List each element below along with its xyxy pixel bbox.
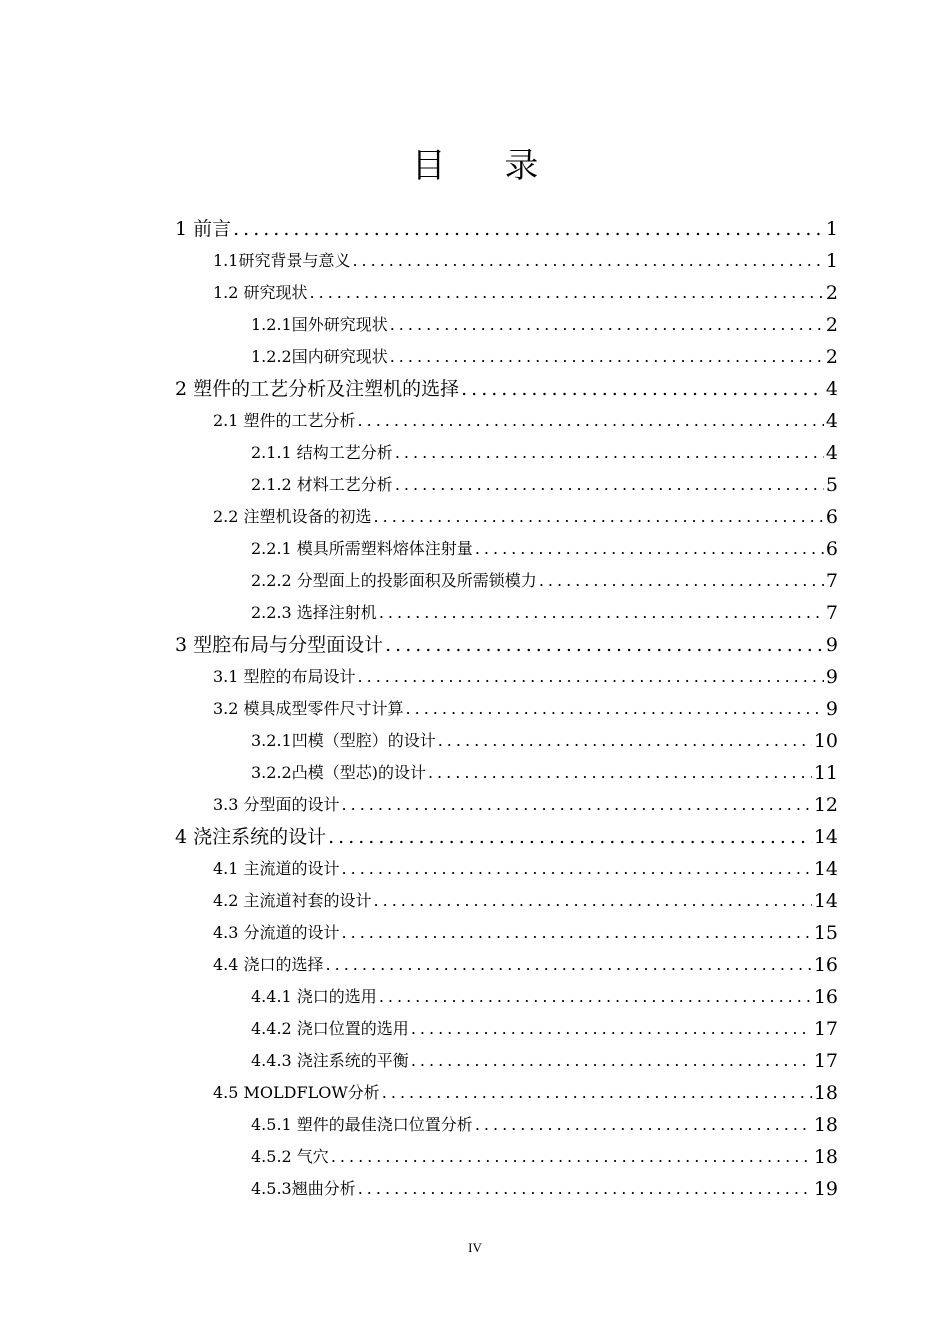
toc-entry-level-3[interactable] — [251, 982, 838, 1012]
toc-leader-dots — [475, 534, 824, 564]
toc-leader-dots — [342, 790, 812, 820]
toc-leader-dots — [358, 406, 824, 436]
toc-entry-level-2[interactable] — [213, 950, 838, 980]
toc-entry-label: 1 前言 — [175, 218, 232, 240]
toc-entry-level-3[interactable] — [251, 1014, 838, 1044]
toc-leader-dots — [475, 1110, 812, 1140]
toc-leader-dots — [395, 470, 824, 500]
toc-entry-level-2[interactable] — [213, 790, 838, 820]
toc-entry-label: 3.1 型腔的布局设计 — [213, 667, 356, 686]
toc-entry-level-2[interactable] — [213, 854, 838, 884]
toc-leader-dots — [342, 918, 812, 948]
toc-entry-page-number: 5 — [825, 474, 838, 496]
toc-entry-level-3[interactable] — [251, 342, 838, 372]
toc-entry-level-3[interactable] — [251, 1046, 838, 1076]
toc-entry-label: 2.2.2 分型面上的投影面积及所需锁模力 — [251, 571, 537, 590]
toc-entry-label: 4.4.2 浇口位置的选用 — [251, 1019, 409, 1038]
toc-entry-page-number: 7 — [825, 602, 838, 624]
toc-leader-dots — [310, 278, 824, 308]
toc-entry-level-1[interactable] — [175, 214, 838, 244]
toc-entry-label: 1.2.2国内研究现状 — [251, 347, 388, 366]
toc-entry-level-3[interactable] — [251, 310, 838, 340]
toc-entry-level-3[interactable] — [251, 726, 838, 756]
toc-leader-dots — [428, 758, 812, 788]
toc-entry-label: 4.5.1 塑件的最佳浇口位置分析 — [251, 1115, 473, 1134]
toc-leader-dots — [358, 662, 824, 692]
toc-entry-label: 3 型腔布局与分型面设计 — [175, 634, 384, 656]
toc-entry-page-number: 19 — [813, 1178, 838, 1200]
toc-entry-label: 4.1 主流道的设计 — [213, 859, 340, 878]
toc-entry-page-number: 18 — [813, 1082, 838, 1104]
toc-entry-level-2[interactable] — [213, 918, 838, 948]
toc-entry-page-number: 4 — [825, 378, 838, 400]
toc-entry-page-number: 9 — [825, 698, 838, 720]
toc-leader-dots — [352, 246, 823, 276]
toc-entry-level-2[interactable] — [213, 406, 838, 436]
toc-leader-dots — [379, 982, 812, 1012]
toc-entry-label: 3.2 模具成型零件尺寸计算 — [213, 699, 404, 718]
toc-entry-label: 1.2 研究现状 — [213, 283, 308, 302]
page-title: 目 录 — [411, 146, 563, 186]
toc-entry-page-number: 1 — [825, 218, 838, 240]
toc-leader-dots — [374, 502, 824, 532]
toc-entry-page-number: 4 — [825, 410, 838, 432]
toc-entry-level-3[interactable] — [251, 1110, 838, 1140]
toc-entry-level-3[interactable] — [251, 470, 838, 500]
toc-entry-label: 4.5.2 气穴 — [251, 1147, 329, 1166]
toc-leader-dots — [411, 1046, 812, 1076]
toc-entry-level-2[interactable] — [213, 1078, 838, 1108]
toc-entry-page-number: 17 — [813, 1050, 838, 1072]
toc-entry-page-number: 18 — [813, 1146, 838, 1168]
toc-entry-level-2[interactable] — [213, 246, 838, 276]
toc-entry-label: 2.1.1 结构工艺分析 — [251, 443, 393, 462]
toc-leader-dots — [385, 630, 824, 660]
toc-entry-level-3[interactable] — [251, 1174, 838, 1204]
toc-entry-level-3[interactable] — [251, 758, 838, 788]
toc-entry-page-number: 4 — [825, 442, 838, 464]
toc-entry-label: 4.3 分流道的设计 — [213, 923, 340, 942]
toc-entry-level-1[interactable] — [175, 630, 838, 660]
toc-entry-level-2[interactable] — [213, 662, 838, 692]
toc-leader-dots — [358, 1174, 812, 1204]
toc-entry-label: 2.2.3 选择注射机 — [251, 603, 377, 622]
toc-entry-label: 3.3 分型面的设计 — [213, 795, 340, 814]
toc-entry-page-number: 2 — [825, 346, 838, 368]
toc-entry-label: 4.5 MOLDFLOW分析 — [213, 1083, 380, 1102]
toc-leader-dots — [379, 598, 824, 628]
toc-entry-page-number: 9 — [825, 666, 838, 688]
toc-entry-label: 4.4.1 浇口的选用 — [251, 987, 377, 1006]
toc-leader-dots — [406, 694, 824, 724]
toc-leader-dots — [382, 1078, 812, 1108]
toc-entry-page-number: 1 — [825, 250, 838, 272]
toc-entry-label: 3.2.2凸模（型芯)的设计 — [251, 763, 426, 782]
toc-entry-level-2[interactable] — [213, 886, 838, 916]
toc-entry-page-number: 2 — [825, 282, 838, 304]
toc-leader-dots — [374, 886, 812, 916]
toc-entry-level-2[interactable] — [213, 694, 838, 724]
toc-entry-page-number: 6 — [825, 538, 838, 560]
toc-leader-dots — [328, 822, 812, 852]
toc-entry-page-number: 18 — [813, 1114, 838, 1136]
toc-entry-label: 2.2 注塑机设备的初选 — [213, 507, 372, 526]
toc-leader-dots — [438, 726, 812, 756]
toc-leader-dots — [342, 854, 812, 884]
toc-entry-page-number: 2 — [825, 314, 838, 336]
toc-entry-level-2[interactable] — [213, 278, 838, 308]
toc-leader-dots — [395, 438, 824, 468]
toc-leader-dots — [390, 342, 824, 372]
toc-entry-label: 4.4.3 浇注系统的平衡 — [251, 1051, 409, 1070]
toc-leader-dots — [390, 310, 824, 340]
toc-entry-page-number: 9 — [825, 634, 838, 656]
toc-entry-label: 4.5.3翘曲分析 — [251, 1179, 356, 1198]
toc-leader-dots — [326, 950, 812, 980]
toc-entry-level-3[interactable] — [251, 598, 838, 628]
toc-entry-label: 4.2 主流道衬套的设计 — [213, 891, 372, 910]
toc-entry-level-3[interactable] — [251, 1142, 838, 1172]
toc-entry-page-number: 6 — [825, 506, 838, 528]
toc-entry-label: 2.1.2 材料工艺分析 — [251, 475, 393, 494]
toc-entry-level-1[interactable] — [175, 374, 838, 404]
toc-entry-page-number: 15 — [813, 922, 838, 944]
toc-entry-level-1[interactable] — [175, 822, 838, 852]
page-number: IV — [468, 1240, 482, 1255]
toc-entry-label: 3.2.1凹模（型腔）的设计 — [251, 731, 436, 750]
toc-entry-page-number: 16 — [813, 986, 838, 1008]
toc-entry-label: 2.2.1 模具所需塑料熔体注射量 — [251, 539, 473, 558]
toc-entry-page-number: 7 — [825, 570, 838, 592]
toc-entry-label: 2.1 塑件的工艺分析 — [213, 411, 356, 430]
toc-entry-label: 1.2.1国外研究现状 — [251, 315, 388, 334]
toc-entry-page-number: 16 — [813, 954, 838, 976]
toc-entry-page-number: 12 — [813, 794, 838, 816]
toc-leader-dots — [461, 374, 824, 404]
toc-entry-label: 2 塑件的工艺分析及注塑机的选择 — [175, 378, 460, 400]
toc-entry-label: 1.1研究背景与意义 — [213, 251, 351, 270]
toc-leader-dots — [411, 1014, 812, 1044]
toc-entry-page-number: 14 — [813, 890, 838, 912]
toc-entry-page-number: 17 — [813, 1018, 838, 1040]
toc-leader-dots — [233, 214, 824, 244]
toc-entry-page-number: 11 — [813, 762, 838, 784]
toc-leader-dots — [539, 566, 824, 596]
toc-entry-level-2[interactable] — [213, 502, 838, 532]
toc-entry-page-number: 10 — [813, 730, 838, 752]
toc-entry-label: 4 浇注系统的设计 — [175, 826, 327, 848]
toc-leader-dots — [331, 1142, 812, 1172]
toc-entry-page-number: 14 — [813, 858, 838, 880]
toc-entry-level-3[interactable] — [251, 438, 838, 468]
toc-entry-level-3[interactable] — [251, 534, 838, 564]
toc-entry-level-3[interactable] — [251, 566, 838, 596]
toc-entry-label: 4.4 浇口的选择 — [213, 955, 324, 974]
toc-entry-page-number: 14 — [813, 826, 838, 848]
